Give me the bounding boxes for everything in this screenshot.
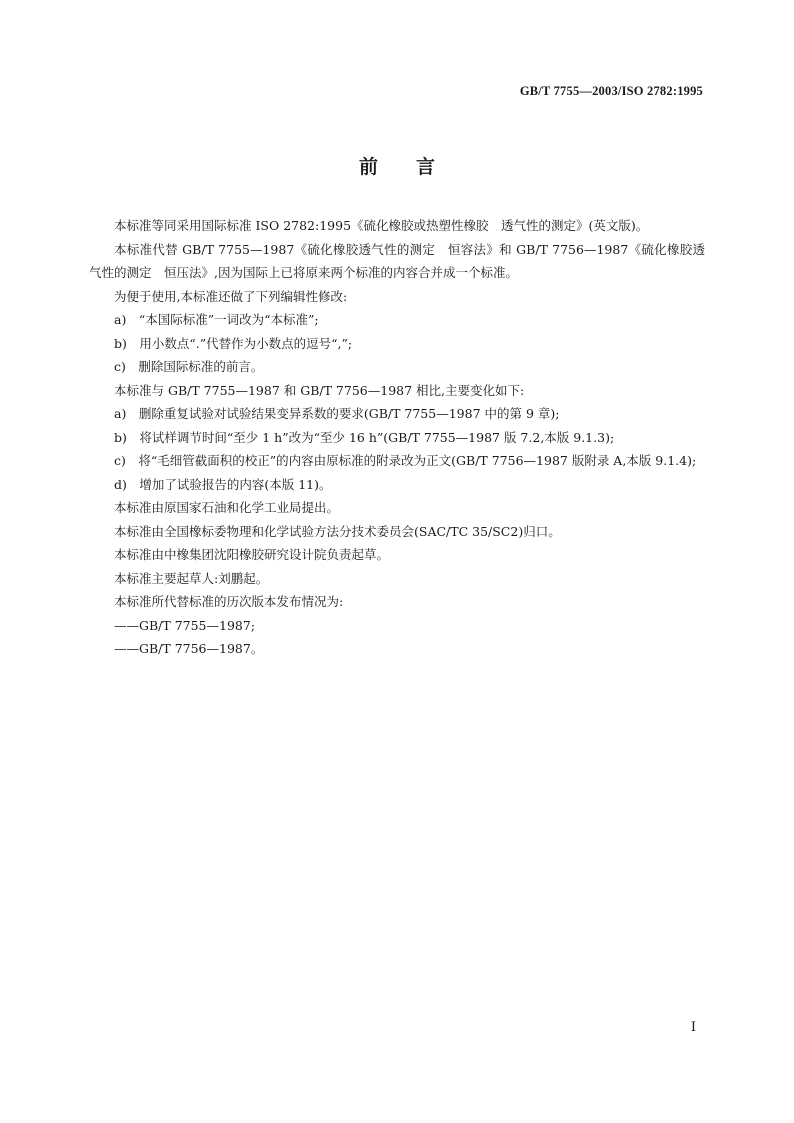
- paragraph: 本标准由全国橡标委物理和化学试验方法分技术委员会(SAC/TC 35/SC2)归口。: [114, 523, 561, 539]
- paragraph: 为便于使用,本标准还做了下列编辑性修改:: [114, 288, 348, 304]
- paragraph: 本标准与 GB/T 7755—1987 和 GB/T 7756—1987 相比,主要变化如下:: [114, 382, 525, 398]
- list-item: b) 用小数点“.”代替作为小数点的逗号“,”;: [114, 335, 353, 351]
- document-body: [89, 214, 705, 661]
- list-item: b) 将试样调节时间“至少 1 h”改为“至少 16 h”(GB/T 7755—1987 版 7.2,本版 9.1.3);: [114, 429, 615, 445]
- paragraph: 本标准等同采用国际标准 ISO 2782:1995《硫化橡胶或热塑性橡胶 透气性的测定》(英文版)。: [114, 218, 649, 233]
- list-item: a) “本国际标准”一词改为“本标准”;: [114, 312, 319, 327]
- list-item: ——GB/T 7755—1987;: [114, 617, 256, 633]
- paragraph: 本标准由中橡集团沈阳橡胶研究设计院负责起草。: [114, 547, 390, 562]
- page-title: 前言: [358, 156, 473, 178]
- paragraph: 本标准由原国家石油和化学工业局提出。: [114, 500, 340, 515]
- list-item: d) 增加了试验报告的内容(本版 11)。: [114, 476, 332, 492]
- standard-code-header: GB/T 7755—2003/ISO 2782:1995: [519, 84, 703, 98]
- list-item: c) 将“毛细管截面积的校正”的内容由原标准的附录改为正文(GB/T 7756—1987 版附录 A,本版 9.1.4);: [114, 453, 697, 468]
- list-item: ——GB/T 7756—1987。: [114, 641, 264, 656]
- paragraph: 本标准主要起草人:刘鹏起。: [114, 570, 269, 586]
- paragraph: 本标准代替 GB/T 7755—1987《硫化橡胶透气性的测定 恒容法》和 GB/T 7756—1987《硫化橡胶透气性的测定 恒压法》,因为国际上已将原来两个标准的内容合并成一个标准。: [89, 241, 705, 280]
- list-item: a) 删除重复试验对试验结果变异系数的要求(GB/T 7755—1987 中的第 9 章);: [114, 406, 560, 421]
- paragraph: 本标准所代替标准的历次版本发布情况为:: [114, 594, 344, 609]
- list-item: c) 删除国际标准的前言。: [114, 359, 264, 374]
- page-number: I: [690, 1020, 696, 1035]
